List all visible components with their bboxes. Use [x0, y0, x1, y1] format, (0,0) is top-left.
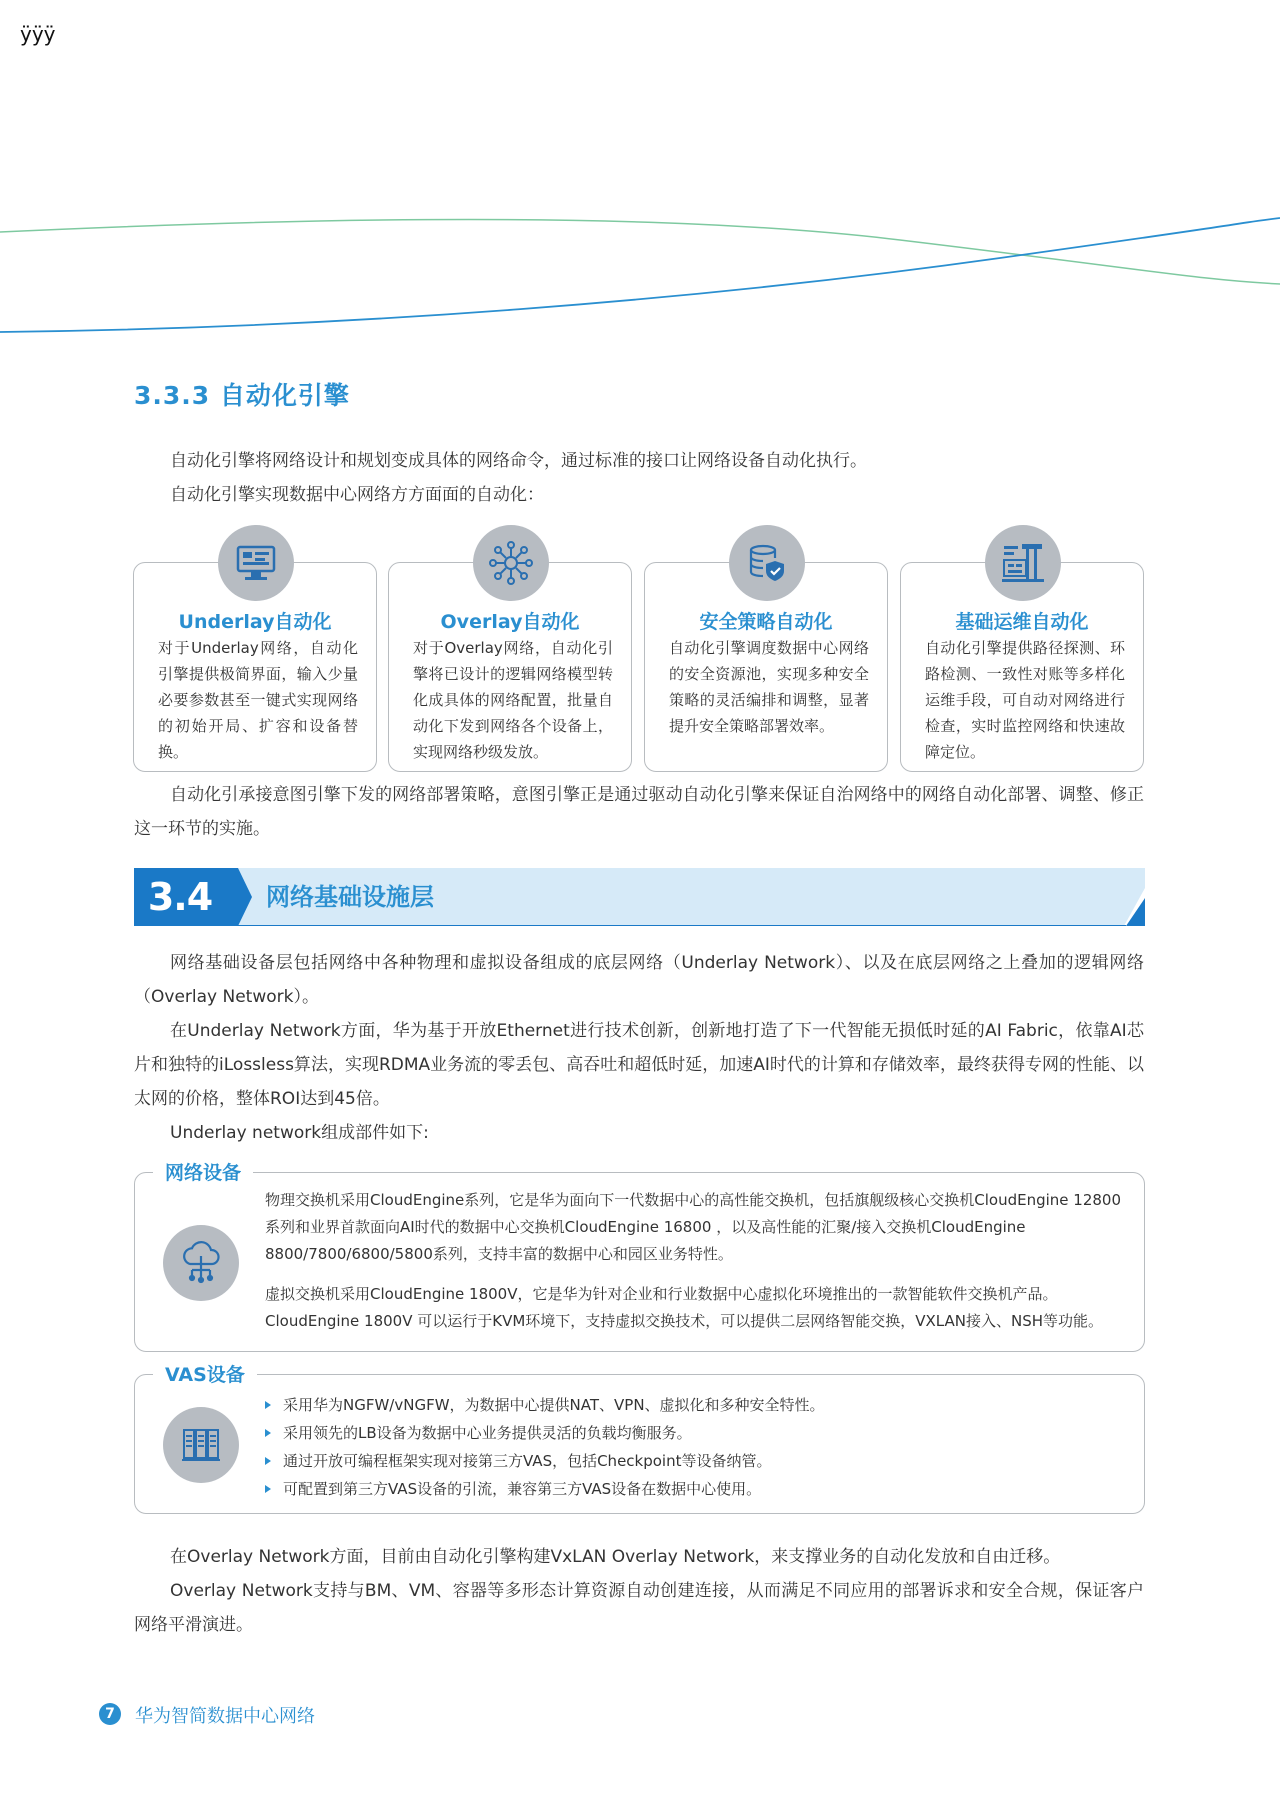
list-item-text: 通过开放可编程框架实现对接第三方VAS，包括Checkpoint等设备纳管。 — [283, 1452, 772, 1470]
vas-devices-box — [134, 1364, 1145, 1514]
overlay-paragraph-2: Overlay Network支持与BM、VM、容器等多形态计算资源自动创建连接，从而满足不同应用的部署诉求和安全合规，保证客户网络平滑演进。 — [134, 1581, 1144, 1635]
infra-paragraph-3: Underlay network组成部件如下: — [170, 1123, 429, 1143]
monitor-icon — [218, 525, 294, 601]
card-body: 自动化引擎调度数据中心网络的安全资源池，实现多种安全策略的灵活编排和调整，显著提升安全策略部署效率。 — [669, 639, 869, 735]
card-body: 对于Underlay网络，自动化引擎提供极简界面，输入少量必要参数甚至一键式实现网络的初始开局、扩容和设备替换。 — [158, 639, 358, 761]
list-item — [265, 1419, 1122, 1447]
page-number: 7 — [99, 1703, 121, 1725]
vas-devices-label: VAS设备 — [153, 1360, 257, 1387]
list-item — [265, 1447, 1122, 1475]
section-34-banner — [134, 868, 1145, 926]
card-body: 自动化引擎提供路径探测、环路检测、一致性对账等多样化运维手段，可自动对网络进行检查，实时监控网络和快速故障定位。 — [925, 639, 1125, 761]
bullet-triangle-icon — [265, 1485, 271, 1493]
overlay-paragraph-1: 在Overlay Network方面，目前由自动化引擎构建VxLAN Overlay Network，来支撑业务的自动化发放和自由迁移。 — [170, 1547, 1061, 1567]
automation-cards — [133, 562, 1145, 772]
vas-feature-list — [265, 1391, 1122, 1503]
card-title: Underlay自动化 — [178, 611, 332, 633]
corner-glyph: ÿÿÿ — [20, 22, 56, 46]
infra-paragraph-1: 网络基础设备层包括网络中各种物理和虚拟设备组成的底层网络（Underlay Network）、以及在底层网络之上叠加的逻辑网络（Overlay Network）。 — [134, 953, 1144, 1007]
list-item-text: 采用领先的LB设备为数据中心业务提供灵活的负载均衡服务。 — [283, 1424, 692, 1442]
network-nodes-icon — [473, 525, 549, 601]
decorative-waves — [0, 200, 1280, 340]
intro-paragraph-2: 自动化引擎实现数据中心网络方方面面的自动化： — [170, 485, 544, 505]
section-34-title: 网络基础设施层 — [266, 883, 434, 911]
network-devices-text-1: 物理交换机采用CloudEngine系列，它是华为面向下一代数据中心的高性能交换机，包括旗舰级核心交换机CloudEngine 12800系列和业界首款面向AI时代的数据中心交换机CloudEngine 16800 ，以及高性能的汇聚/接入交换机CloudEngine 8800/7800/6800/5800系列，支持丰富的数据中心和园区业务特性。 — [265, 1191, 1122, 1263]
list-item-text: 采用华为NGFW/vNGFW，为数据中心提供NAT、VPN、虚拟化和多种安全特性。 — [283, 1396, 825, 1414]
section-number: 3.4 — [134, 868, 226, 926]
card-title: 安全策略自动化 — [699, 611, 833, 633]
ops-tools-icon — [985, 525, 1061, 601]
list-item — [265, 1391, 1122, 1419]
network-devices-box — [134, 1162, 1145, 1352]
card-overlay — [388, 562, 632, 772]
server-rack-icon — [163, 1407, 239, 1483]
network-devices-label: 网络设备 — [153, 1158, 253, 1185]
section-333-title: 3.3.3 自动化引擎 — [134, 381, 350, 410]
network-devices-text-2: 虚拟交换机采用CloudEngine 1800V，它是华为针对企业和行业数据中心虚拟化环境推出的一款智能软件交换机产品。CloudEngine 1800V 可以运行于KVM环境下，支持虚拟交换技术，可以提供二层网络智能交换，VXLAN接入、NSH等功能。 — [265, 1285, 1104, 1330]
list-item-text: 可配置到第三方VAS设备的引流，兼容第三方VAS设备在数据中心使用。 — [283, 1480, 762, 1498]
database-shield-icon — [729, 525, 805, 601]
list-item — [265, 1475, 1122, 1503]
card-security — [644, 562, 888, 772]
card-ops — [900, 562, 1144, 772]
footer-title: 华为智简数据中心网络 — [135, 1706, 315, 1727]
bullet-triangle-icon — [265, 1457, 271, 1465]
bullet-triangle-icon — [265, 1429, 271, 1437]
card-underlay — [133, 562, 377, 772]
infra-paragraph-2: 在Underlay Network方面，华为基于开放Ethernet进行技术创新，创新地打造了下一代智能无损低时延的AI Fabric，依靠AI芯片和独特的iLossless算法，实现RDMA业务流的零丢包、高吞吐和超低时延，加速AI时代的计算和存储效率，最终获得专网的性能、以太网的价格，整体ROI达到45倍。 — [134, 1021, 1144, 1109]
card-title: 基础运维自动化 — [955, 611, 1089, 633]
outro-paragraph: 自动化引承接意图引擎下发的网络部署策略，意图引擎正是通过驱动自动化引擎来保证自治网络中的网络自动化部署、调整、修正这一环节的实施。 — [134, 785, 1144, 839]
bullet-triangle-icon — [265, 1401, 271, 1409]
intro-paragraph-1: 自动化引擎将网络设计和规划变成具体的网络命令，通过标准的接口让网络设备自动化执行。 — [170, 451, 867, 471]
card-title: Overlay自动化 — [440, 611, 580, 633]
cloud-network-icon — [163, 1225, 239, 1301]
card-body: 对于Overlay网络，自动化引擎将已设计的逻辑网络模型转化成具体的网络配置，批量自动化下发到网络各个设备上，实现网络秒级发放。 — [413, 639, 613, 761]
